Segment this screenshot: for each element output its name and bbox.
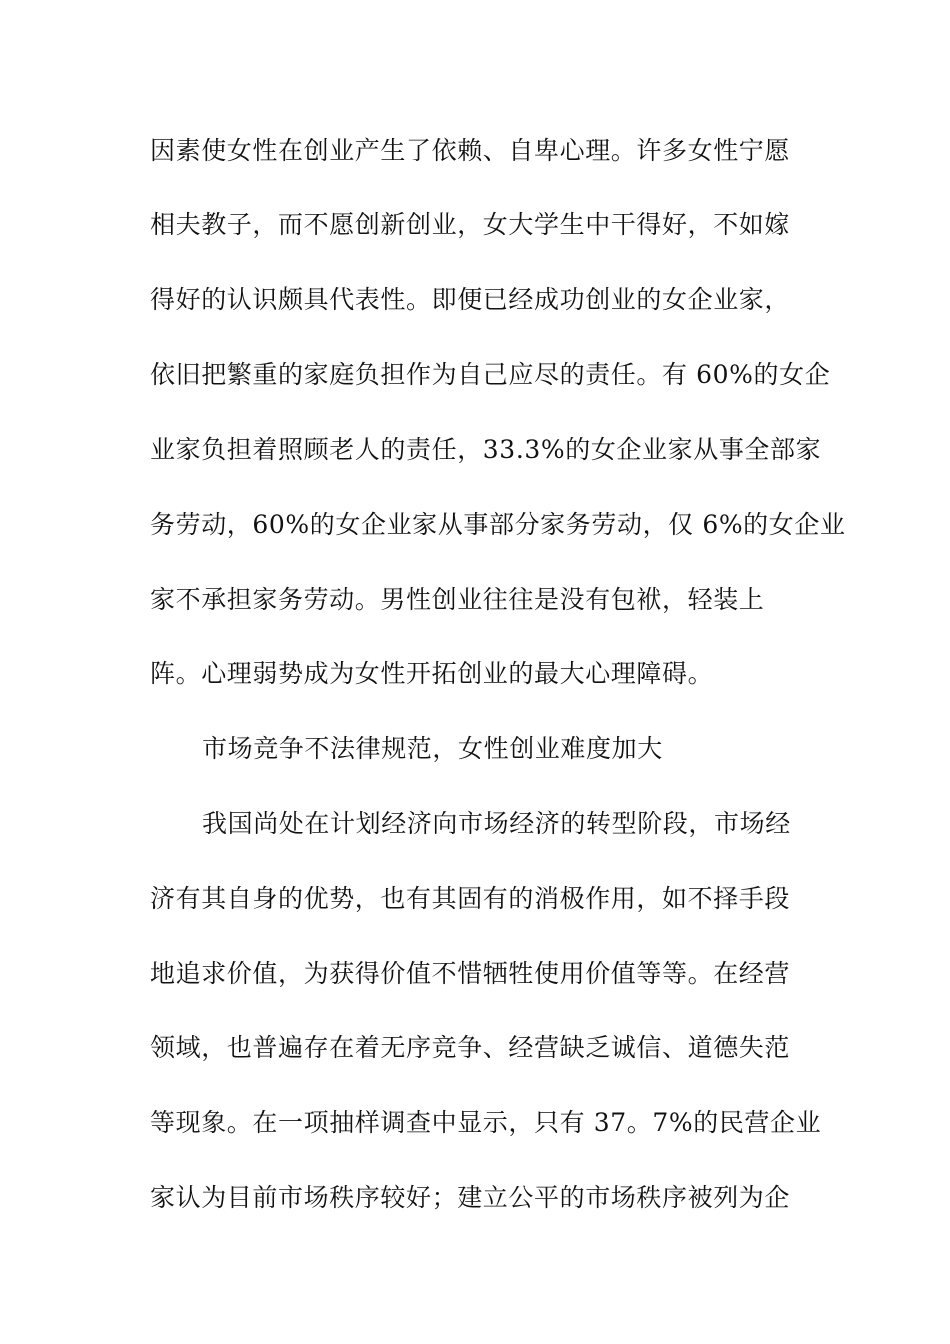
- paragraph-line: 我国尚处在计划经济向市场经济的转型阶段，市场经: [202, 809, 791, 838]
- paragraph-line: 等现象。在一项抽样调查中显示，只有 37。7%的民营企业: [150, 1108, 822, 1137]
- paragraph-line: 业家负担着照顾老人的责任，33.3%的女企业家从事全部家: [150, 435, 822, 464]
- paragraph-line: 依旧把繁重的家庭负担作为自己应尽的责任。有 60%的女企: [150, 360, 831, 389]
- paragraph-line: 家认为目前市场秩序较好；建立公平的市场秩序被列为企: [150, 1183, 791, 1212]
- paragraph-line: 相夫教子，而不愿创新创业，女大学生中干得好，不如嫁: [150, 210, 791, 239]
- paragraph-line: 阵。心理弱势成为女性开拓创业的最大心理障碍。: [150, 659, 714, 688]
- paragraph-line: 因素使女性在创业产生了依赖、自卑心理。许多女性宁愿: [150, 136, 791, 165]
- paragraph-line: 领域，也普遍存在着无序竞争、经营缺乏诚信、道德失范: [150, 1033, 791, 1062]
- paragraph-line: 家不承担家务劳动。男性创业往往是没有包袱，轻装上: [150, 585, 765, 614]
- paragraph-line: 济有其自身的优势，也有其固有的消极作用，如不择手段: [150, 884, 791, 913]
- paragraph-line: 务劳动，60%的女企业家从事部分家务劳动，仅 6%的女企业: [150, 510, 846, 539]
- section-heading: 市场竞争不法律规范，女性创业难度加大: [202, 734, 663, 763]
- paragraph-line: 地追求价值，为获得价值不惜牺牲使用价值等等。在经营: [150, 959, 791, 988]
- paragraph-line: 得好的认识颇具代表性。即便已经成功创业的女企业家，: [150, 285, 791, 314]
